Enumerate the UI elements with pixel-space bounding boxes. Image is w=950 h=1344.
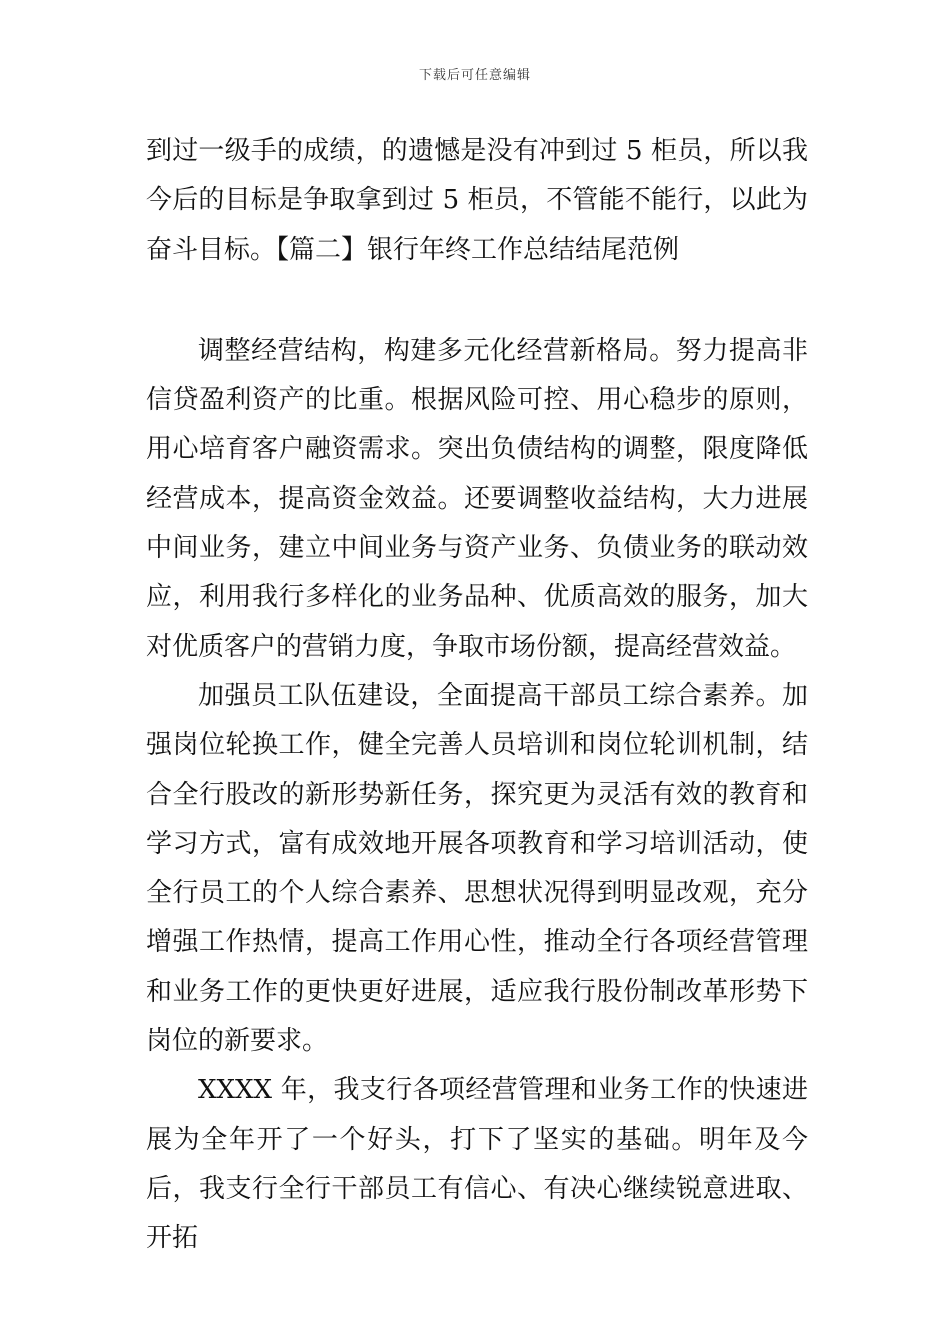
paragraph-staff-building: 加强员工队伍建设，全面提高干部员工综合素养。加强岗位轮换工作，健全完善人员培训和岗位轮训机制，结合全行股改的新形势新任务，探究更为灵活有效的教育和学习方式，富有成效地开展各项教育和学习培训活动，使全行员工的个人综合素养、思想状况得到明显改观，充分增强工作热情，提高工作用心性，推动全行各项经营管理和业务工作的更快更好进展，适应我行股份制改革形势下岗位的新要求。	[146, 680, 808, 1057]
paragraph-continuation: 到过一级手的成绩，的遗憾是没有冲到过 5 柜员，所以我今后的目标是争取拿到过 5 柜员，不管能不能行，以此为奋斗目标。【篇二】银行年终工作总结结尾范例	[146, 136, 808, 265]
document-body	[146, 127, 808, 1264]
paragraph-year-outlook: XXXX 年，我支行各项经营管理和业务工作的快速进展为全年开了一个好头，打下了坚实的基础。明年及今后，我支行全行干部员工有信心、有决心继续锐意进取、开拓	[146, 1075, 808, 1254]
section-gap	[146, 275, 808, 327]
paragraph-business-structure: 调整经营结构，构建多元化经营新格局。努力提高非信贷盈利资产的比重。根据风险可控、用心稳步的原则，用心培育客户融资需求。突出负债结构的调整，限度降低经营成本，提高资金效益。还要调整收益结构，大力进展中间业务，建立中间业务与资产业务、负债业务的联动效应，利用我行多样化的业务品种、优质高效的服务，加大对优质客户的营销力度，争取市场份额，提高经营效益。	[146, 335, 808, 662]
page-header-note: 下载后可任意编辑	[418, 68, 531, 83]
